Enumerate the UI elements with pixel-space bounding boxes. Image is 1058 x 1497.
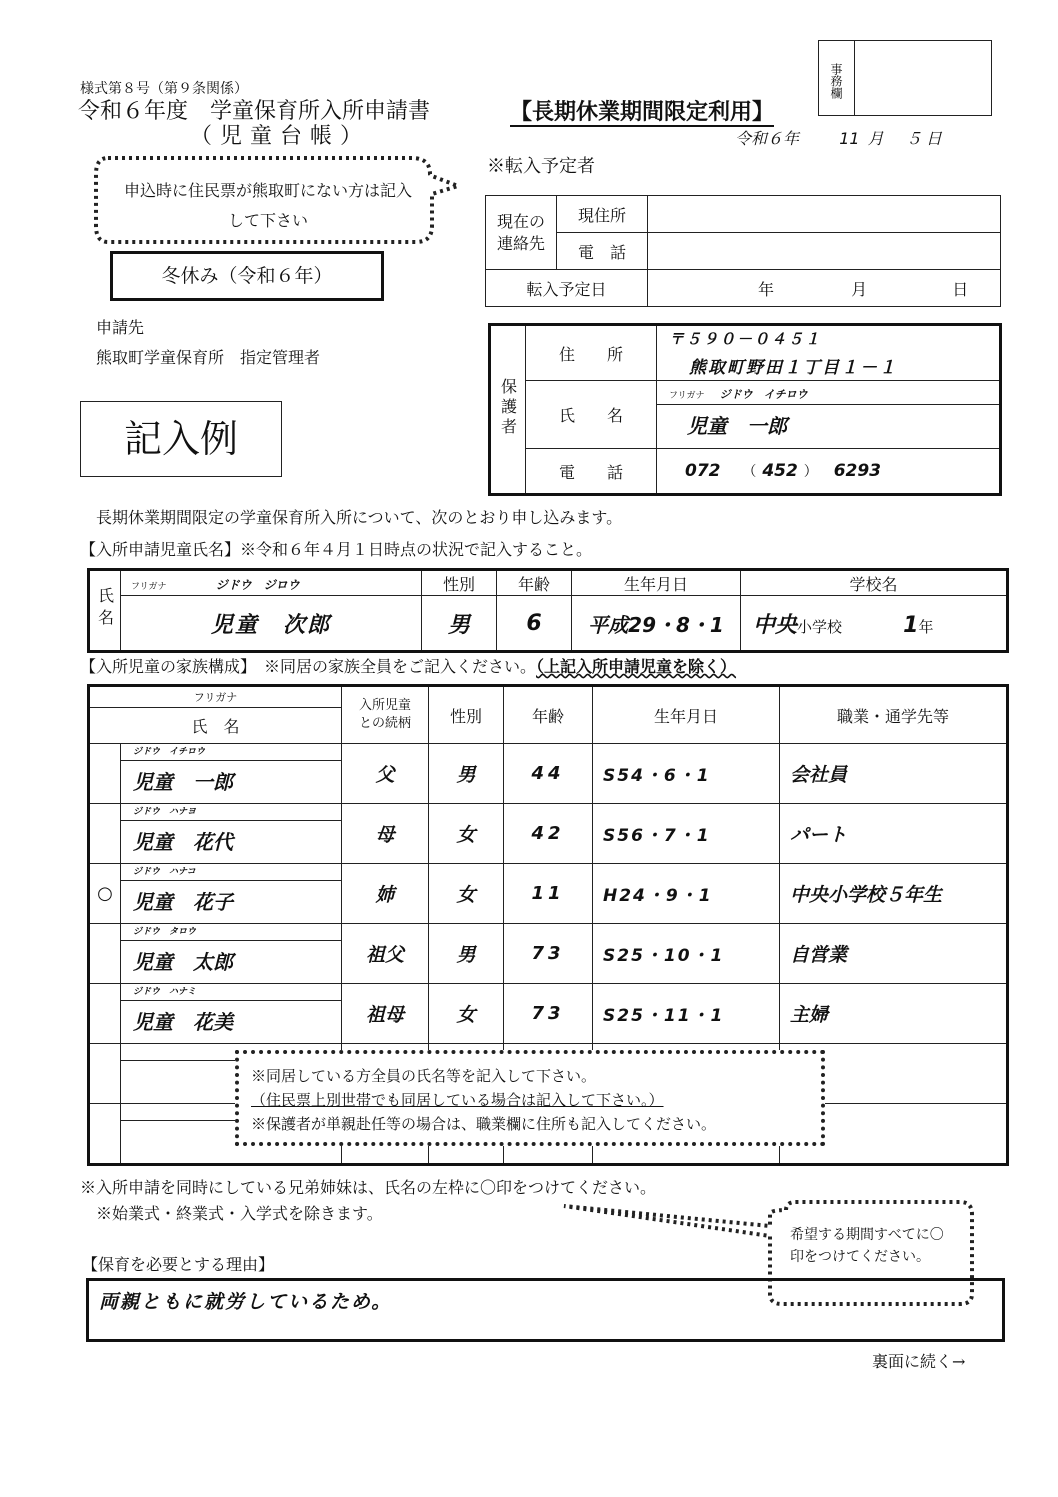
family-col-name: 氏 名 [89, 708, 342, 744]
page-title [78, 101, 430, 123]
guardian-address-field[interactable] [657, 325, 1001, 381]
child-birth[interactable]: 平成29・8・1 [572, 596, 741, 652]
reason-text: 両親ともに就労しているため。 [99, 1291, 393, 1313]
guardian-postal: 〒５９０－０４５１ [669, 330, 823, 348]
family-member-name-cell[interactable] [121, 984, 342, 1044]
family-title-note: （上記入所申請児童を除く） [536, 657, 737, 676]
family-col-relation: 入所児童 との続柄 [342, 686, 429, 744]
family-member-sex[interactable]: 女 [429, 984, 504, 1044]
example-label: 記入例 [123, 417, 238, 461]
family-member-birth[interactable]: S25・11・1 [593, 984, 780, 1044]
family-member-furigana: ジドウ ハナヨ [121, 804, 341, 821]
residence-callout-text: 申込時に住民票が熊取町にない方は記入して下さい [123, 181, 412, 230]
intro-text: 長期休業期間限定の学童保育所入所について、次のとおり申し込みます。 [96, 508, 623, 527]
child-section-title: 【入所申請児童氏名】※令和６年４月１日時点の状況で記入すること。 [80, 540, 593, 559]
page-subtitle: （児童台帳） [190, 124, 371, 149]
family-member-age[interactable]: 11 [504, 864, 593, 924]
family-member-name: 児童 花代 [133, 830, 233, 854]
guardian-furigana-label: フリガナ [669, 391, 705, 401]
guardian-phone-field[interactable] [657, 449, 1001, 495]
family-member-relation[interactable]: 母 [342, 804, 429, 864]
date-day-suffix: 日 [925, 129, 942, 148]
family-member-name: 児童 太郎 [133, 950, 233, 974]
season-text: 冬休み（令和６年） [161, 265, 333, 287]
child-age-label: 年齢 [497, 570, 572, 596]
family-member-age[interactable]: 44 [504, 744, 593, 804]
child-age[interactable]: 6 [497, 596, 572, 652]
transfer-day: 日 [952, 279, 969, 299]
family-member-age[interactable]: 42 [504, 804, 593, 864]
date-year: ６ [767, 129, 784, 148]
child-name-label: 氏名 [89, 570, 121, 652]
family-member-row [89, 864, 1008, 924]
period-label: 【長期休業期間限定利用】 [510, 99, 775, 125]
family-member-birth[interactable]: H24・9・1 [593, 864, 780, 924]
transfer-heading: ※転入予定者 [487, 156, 595, 177]
form-number: 様式第８号（第９条関係） [80, 81, 248, 97]
guardian-furigana: ジドウ イチロウ [719, 388, 808, 401]
family-member-relation[interactable]: 祖母 [342, 984, 429, 1044]
family-col-job: 職業・通学先等 [780, 686, 1008, 744]
reason-box[interactable] [86, 1278, 1005, 1342]
child-sex[interactable]: 男 [422, 596, 497, 652]
family-empty-mark[interactable] [89, 1104, 121, 1165]
family-member-sex[interactable]: 男 [429, 924, 504, 984]
child-school-cell[interactable] [741, 596, 1008, 652]
transfer-table [485, 195, 1001, 307]
child-grade: 1 [903, 612, 919, 638]
current-address-field[interactable] [648, 196, 1001, 233]
guardian-address: 熊取町野田１丁目１－１ [689, 358, 898, 378]
family-member-job[interactable]: 会社員 [780, 744, 1008, 804]
child-furigana-label: フリガナ [131, 581, 167, 592]
family-member-furigana: ジドウ イチロウ [121, 744, 341, 761]
family-member-furigana: ジドウ ハナミ [121, 984, 341, 1001]
child-school-label: 学校名 [741, 570, 1008, 596]
child-furigana: ジドウ ジロウ [215, 577, 300, 592]
family-callout [235, 1050, 825, 1146]
family-member-relation[interactable]: 姉 [342, 864, 429, 924]
guardian-phone-1: 072 [685, 461, 721, 481]
family-member-mark[interactable] [89, 924, 121, 984]
family-member-relation[interactable]: 祖父 [342, 924, 429, 984]
child-table [87, 568, 1009, 653]
family-member-row [89, 924, 1008, 984]
office-use-label: 事務欄 [819, 41, 855, 115]
child-school-suffix: 小学校 [797, 617, 843, 636]
family-member-row [89, 804, 1008, 864]
date-reiwa: 令和 [735, 129, 768, 148]
date-month: 11 [839, 129, 860, 148]
current-phone-field[interactable] [648, 233, 1001, 270]
family-member-name-cell[interactable] [121, 804, 342, 864]
family-member-sex[interactable]: 女 [429, 864, 504, 924]
family-member-age[interactable]: 73 [504, 924, 593, 984]
applicant-to-value: 熊取町学童保育所 指定管理者 [96, 348, 321, 367]
date-year-suffix: 年 [783, 129, 800, 148]
family-member-row [89, 984, 1008, 1044]
child-sex-label: 性別 [422, 570, 497, 596]
family-member-mark[interactable] [89, 984, 121, 1044]
family-member-job[interactable]: 主婦 [780, 984, 1008, 1044]
current-address-label: 現住所 [557, 196, 648, 233]
transfer-year: 年 [758, 279, 775, 299]
reason-label: 【保育を必要とする理由】 [82, 1255, 275, 1274]
family-member-birth[interactable]: S54・6・1 [593, 744, 780, 804]
family-col-age: 年齢 [504, 686, 593, 744]
transfer-date-field[interactable] [648, 270, 1001, 307]
child-birth-label: 生年月日 [572, 570, 741, 596]
family-member-furigana: ジドウ タロウ [121, 924, 341, 941]
family-member-name: 児童 一郎 [133, 770, 233, 794]
transfer-month: 月 [851, 279, 868, 299]
date-day: ５ [905, 129, 922, 148]
family-member-name-cell[interactable] [121, 744, 342, 804]
family-member-birth[interactable]: S56・7・1 [593, 804, 780, 864]
guardian-phone-2: 452 [762, 461, 798, 481]
child-name[interactable]: 児童 次郎 [121, 596, 422, 652]
guardian-address-label: 住 所 [526, 325, 657, 381]
family-member-name-cell[interactable] [121, 924, 342, 984]
family-title-text: 【入所児童の家族構成】 ※同居の家族全員をご記入ください。 [80, 657, 537, 676]
guardian-phone-close: ） [803, 464, 818, 480]
family-col-furigana: フリガナ [89, 686, 342, 708]
family-member-mark[interactable]: ○ [89, 864, 121, 924]
family-empty-mark[interactable] [89, 1044, 121, 1104]
family-col-sex: 性別 [429, 686, 504, 744]
continued-on-back: 裏面に続く→ [872, 1352, 966, 1371]
family-callout-line2: （住民票上別世帯でも同居している場合は記入して下さい。） [251, 1091, 664, 1109]
family-member-sex[interactable]: 男 [429, 744, 504, 804]
family-member-birth[interactable]: S25・10・1 [593, 924, 780, 984]
season-box [110, 251, 384, 301]
guardian-name-field[interactable] [657, 381, 1001, 449]
guardian-phone-open: （ [742, 464, 757, 480]
guardian-label: 保護者 [490, 325, 526, 495]
family-member-job[interactable]: 中央小学校５年生 [780, 864, 1008, 924]
child-grade-suffix: 年 [918, 617, 934, 636]
family-member-row [89, 744, 1008, 804]
title-text: 令和６年度 学童保育所入所申請書 [78, 99, 431, 124]
example-box [80, 401, 282, 477]
child-furigana-cell[interactable] [121, 570, 422, 596]
sibling-note: ※入所申請を同時にしている兄弟姉妹は、氏名の左枠に〇印をつけてください。 [80, 1178, 657, 1197]
guardian-phone-3: 6293 [833, 461, 882, 481]
family-member-mark[interactable] [89, 804, 121, 864]
family-member-furigana: ジドウ ハナコ [121, 864, 341, 881]
date-month-suffix: 月 [867, 129, 884, 148]
guardian-table [488, 323, 1002, 496]
office-use-box [818, 40, 992, 116]
family-member-age[interactable]: 73 [504, 984, 593, 1044]
ceremony-note: ※始業式・終業式・入学式を除きます。 [96, 1204, 383, 1223]
family-member-name: 児童 花子 [133, 890, 233, 914]
current-contact-label: 現在の連絡先 [486, 196, 557, 270]
family-member-sex[interactable]: 女 [429, 804, 504, 864]
period-callout-text: 希望する期間すべてに〇印をつけてください。 [790, 1227, 944, 1265]
child-school: 中央 [753, 612, 798, 638]
family-member-name: 児童 花美 [133, 1010, 233, 1034]
family-section-title [80, 659, 736, 675]
guardian-phone-label: 電 話 [526, 449, 657, 495]
guardian-name-label: 氏 名 [526, 381, 657, 449]
family-callout-line1: ※同居している方全員の氏名等を記入して下さい。 [251, 1067, 597, 1085]
family-member-job[interactable]: パート [780, 804, 1008, 864]
application-date [735, 131, 942, 147]
applicant-to-label: 申請先 [96, 318, 145, 337]
family-col-birth: 生年月日 [593, 686, 780, 744]
family-callout-line3: ※保護者が単親赴任等の場合は、職業欄に住所も記入してください。 [251, 1115, 717, 1133]
family-member-relation[interactable]: 父 [342, 744, 429, 804]
family-member-job[interactable]: 自営業 [780, 924, 1008, 984]
transfer-date-label: 転入予定日 [486, 270, 648, 307]
current-phone-label: 電 話 [557, 233, 648, 270]
family-member-name-cell[interactable] [121, 864, 342, 924]
family-member-mark[interactable] [89, 744, 121, 804]
guardian-name: 児童 一郎 [687, 414, 787, 438]
